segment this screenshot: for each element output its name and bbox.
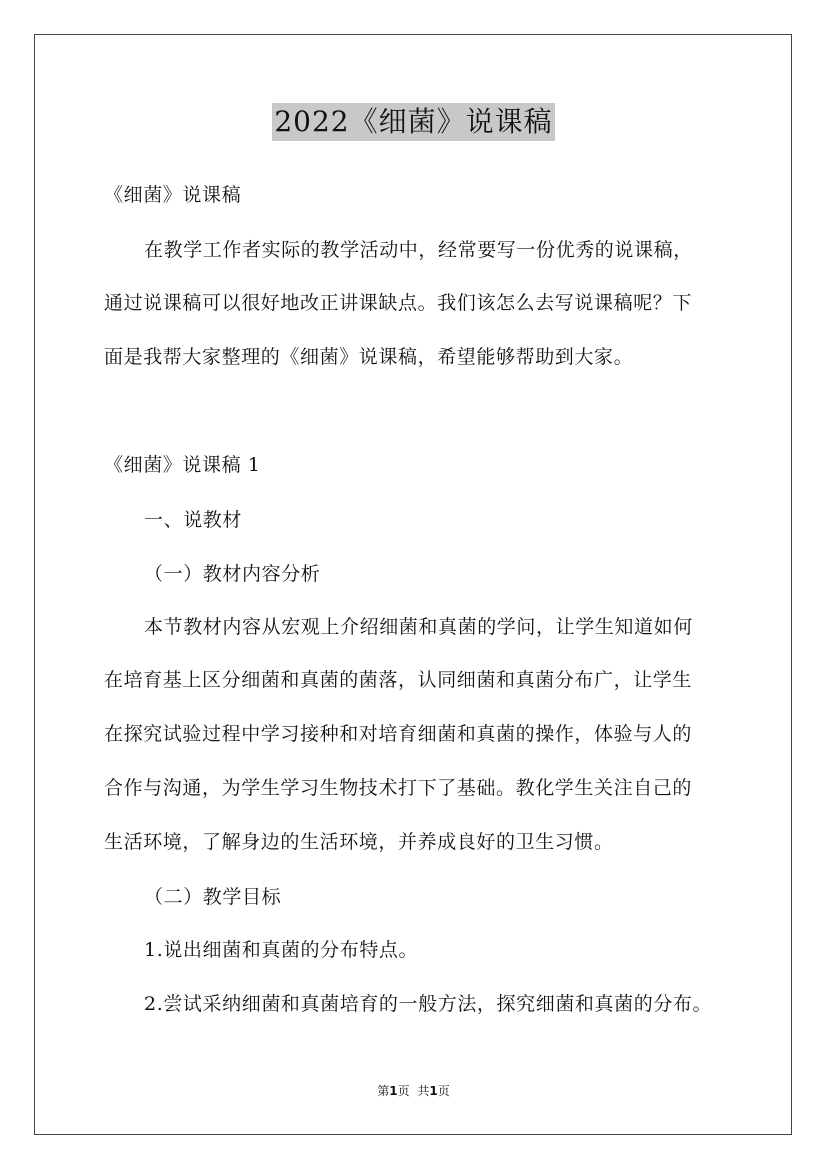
list-item: 1.说出细菌和真菌的分布特点。 (144, 939, 419, 961)
total-pages: 1 (429, 1084, 438, 1098)
total-label-suffix: 页 (437, 1084, 450, 1098)
page-number: 1 (389, 1084, 398, 1098)
body-paragraph-line: 在探究试验过程中学习接种和对培育细菌和真菌的操作，体验与人的 (104, 723, 693, 745)
page-label-prefix: 第 (377, 1084, 390, 1098)
section-heading: 《细菌》说课稿 (104, 184, 242, 206)
subsection-heading: 《细菌》说课稿 1 (104, 454, 261, 476)
document-title: 2022《细菌》说课稿 (272, 103, 554, 141)
page-footer (0, 1083, 827, 1099)
list-heading: 一、说教材 (144, 509, 243, 531)
intro-paragraph-line: 面是我帮大家整理的《细菌》说课稿，希望能够帮助到大家。 (104, 346, 634, 368)
body-paragraph-line: 生活环境，了解身边的生活环境，并养成良好的卫生习惯。 (104, 831, 614, 853)
intro-paragraph-line: 通过说课稿可以很好地改正讲课缺点。我们该怎么去写说课稿呢？下 (104, 292, 693, 314)
total-label-prefix: 共 (417, 1084, 430, 1098)
body-paragraph-line: 本节教材内容从宏观上介绍细菌和真菌的学问，让学生知道如何 (144, 616, 693, 638)
title-container (0, 103, 827, 141)
body-paragraph-line: 在培育基上区分细菌和真菌的菌落，认同细菌和真菌分布广，让学生 (104, 669, 693, 691)
list-item: 2.尝试采纳细菌和真菌培育的一般方法，探究细菌和真菌的分布。 (144, 993, 713, 1015)
list-subheading: （二）教学目标 (144, 886, 282, 908)
body-paragraph-line: 合作与沟通，为学生学习生物技术打下了基础。教化学生关注自己的 (104, 777, 693, 799)
list-subheading: （一）教材内容分析 (144, 563, 321, 585)
page-label-suffix: 页 (397, 1084, 410, 1098)
intro-paragraph-line: 在教学工作者实际的教学活动中，经常要写一份优秀的说课稿， (144, 239, 693, 261)
